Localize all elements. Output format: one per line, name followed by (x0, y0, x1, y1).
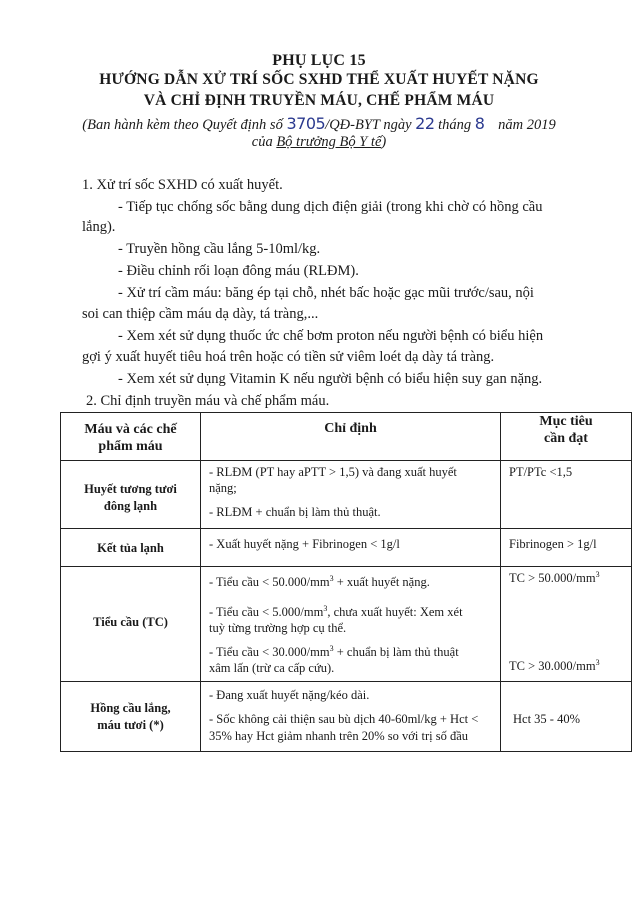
authority-prefix: của (251, 134, 277, 150)
row-target-rbc: Hct 35 - 40% (501, 682, 632, 752)
section1-title: 1. Xử trí sốc SXHD có xuất huyết. (82, 177, 283, 193)
transfusion-table (60, 412, 632, 752)
row-target-platelets: TC > $50.000/mm^3$ TC > $30.000/mm^3$ (501, 567, 632, 682)
section1-item4-line1: - Xử trí cầm máu: băng ép tại chỗ, nhét bấc hoặc gạc mũi trước/sau, nội (118, 285, 534, 301)
decision-day: 22 (415, 114, 435, 133)
decision-number: 3705 (286, 114, 326, 133)
issuance-mid1: /QĐ-BYT ngày (325, 117, 412, 133)
decision-month: 8 (474, 114, 485, 133)
issuance-mid2: tháng (438, 117, 472, 133)
section1-item1-line2: lắng). (82, 219, 116, 235)
row-target-cryo: Fibrinogen > 1g/l (501, 529, 632, 567)
section1-item5-line1: - Xem xét sử dụng thuốc ức chế bơm proton nếu người bệnh có biểu hiện (118, 328, 544, 344)
row-product-ffp: Huyết tương tươi đông lạnh (61, 461, 201, 529)
section1-item6: - Xem xét sử dụng Vitamin K nếu người bệnh có biểu hiện suy gan nặng. (118, 371, 543, 387)
issuance-note (0, 114, 638, 134)
header-target: Mục tiêu cần đạt (501, 413, 632, 461)
section1-item3: - Điều chỉnh rối loạn đông máu (RLĐM). (118, 263, 359, 279)
section1-item5-line2: gợi ý xuất huyết tiêu hoá trên hoặc có tiền sử viêm loét dạ dày tá tràng. (82, 349, 495, 365)
row-indication-ffp: - RLĐM (PT hay aPTT > 1,5) và đang xuất huyết nặng; - RLĐM + chuẩn bị làm thủ thuật. (201, 461, 501, 529)
guideline-title: HƯỚNG DẪN XỬ TRÍ SỐC SXHD THỂ XUẤT HUYẾT NẶNG (99, 71, 539, 88)
guideline-subtitle: VÀ CHỈ ĐỊNH TRUYỀN MÁU, CHẾ PHẨM MÁU (143, 92, 495, 109)
row-target-ffp: PT/PTc <1,5 (501, 461, 632, 529)
table-row (61, 529, 632, 567)
row-indication-rbc: - Đang xuất huyết nặng/kéo dài. - Sốc không cải thiện sau bù dịch 40-60ml/kg + Hct < 35% hay Hct giảm nhanh trên 20% so với trị số đầu (201, 682, 501, 752)
issuance-prefix: (Ban hành kèm theo Quyết định số (82, 117, 283, 133)
row-indication-cryo: - Xuất huyết nặng + Fibrinogen < 1g/l (201, 529, 501, 567)
header-indication: Chỉ định (201, 413, 501, 461)
table-header-row (61, 413, 632, 461)
section1-item4-line2: soi can thiệp cầm máu dạ dày, tá tràng,... (82, 306, 319, 322)
header-product: Máu và các chế phẩm máu (61, 413, 201, 461)
table-row (61, 567, 632, 682)
section1-item2: - Truyền hồng cầu lắng 5-10ml/kg. (118, 241, 321, 257)
row-product-rbc: Hồng cầu lắng, máu tươi (*) (61, 682, 201, 752)
row-product-platelets: Tiểu cầu (TC) (61, 567, 201, 682)
issuance-year: năm 2019 (498, 117, 556, 133)
issuance-authority (0, 134, 638, 151)
appendix-title: PHỤ LỤC 15 (272, 52, 366, 69)
table-row (61, 461, 632, 529)
authority-name: Bộ trưởng Bộ Y tế (276, 134, 382, 150)
section1-item1-line1: - Tiếp tục chống sốc bằng dung dịch điện giải (trong khi chờ có hồng cầu (118, 199, 543, 215)
section2-title: 2. Chỉ định truyền máu và chế phẩm máu. (86, 393, 330, 409)
row-indication-platelets: - Tiểu cầu < $50.000/mm^3$ + xuất huyết nặng. - Tiểu cầu < $5.000/mm^3$, chưa xuất huyết: Xem xét tuỳ từng trường hợp cụ thể. - Tiểu cầu < $30.000/mm^3$ + chuẩn bị làm thủ thuật xâm lấn (trừ ca cấp cứu). (201, 567, 501, 682)
table-row (61, 682, 632, 752)
authority-suffix: ) (381, 134, 387, 150)
row-product-cryo: Kết tủa lạnh (61, 529, 201, 567)
